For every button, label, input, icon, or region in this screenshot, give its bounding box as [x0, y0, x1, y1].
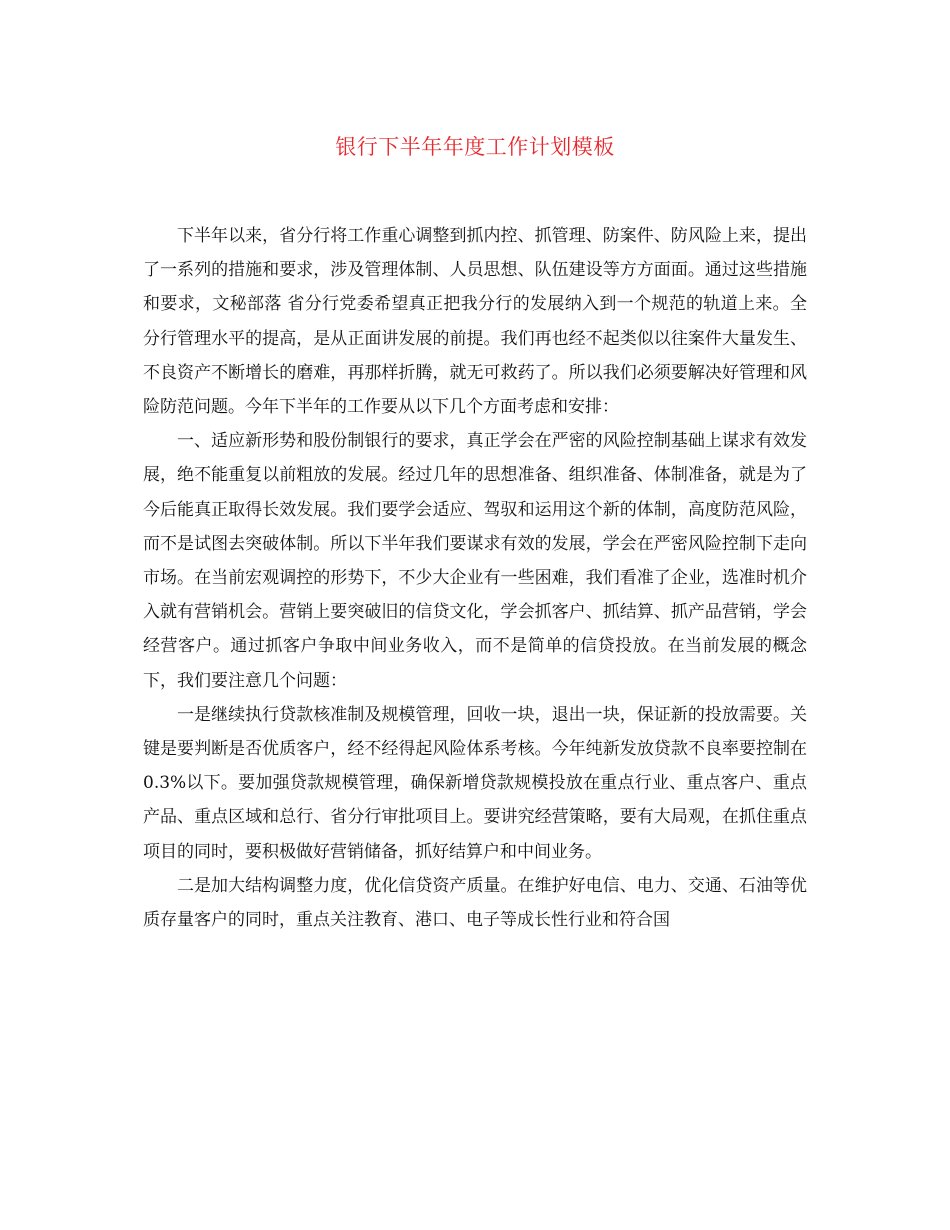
- paragraph-section-one: 一、适应新形势和股份制银行的要求，真正学会在严密的风险控制基础上谋求有效发展，绝不能重复以前粗放的发展。经过几年的思想准备、组织准备、体制准备，就是为了今后能真正取得长效发展。我们要学会适应、驾驭和运用这个新的体制，高度防范风险，而不是试图去突破体制。所以下半年我们要谋求有效的发展，学会在严密风险控制下走向市场。在当前宏观调控的形势下，不少大企业有一些困难，我们看准了企业，选准时机介入就有营销机会。营销上要突破旧的信贷文化，学会抓客户、抓结算、抓产品营销，学会经营客户。通过抓客户争取中间业务收入，而不是简单的信贷投放。在当前发展的概念下，我们要注意几个问题：: [143, 431, 807, 691]
- paragraph-point-two: 二是加大结构调整力度，优化信贷资产质量。在维护好电信、电力、交通、石油等优质存量客户的同时，重点关注教育、港口、电子等成长性行业和符合国: [143, 875, 807, 931]
- document-body: [143, 219, 807, 937]
- paragraph-point-one: 一是继续执行贷款核准制及规模管理，回收一块，退出一块，保证新的投放需要。关键是要判断是否优质客户，经不经得起风险体系考核。今年纯新发放贷款不良率要控制在0.3%以下。要加强贷款规模管理，确保新增贷款规模投放在重点行业、重点客户、重点产品、重点区域和总行、省分行审批项目上。要讲究经营策略，要有大局观，在抓住重点项目的同时，要积极做好营销储备，抓好结算户和中间业务。: [143, 704, 807, 862]
- document-title: 银行下半年年度工作计划模板: [335, 135, 615, 159]
- paragraph-intro: 下半年以来，省分行将工作重心调整到抓内控、抓管理、防案件、防风险上来，提出了一系列的措施和要求，涉及管理体制、人员思想、队伍建设等方方面面。通过这些措施和要求，文秘部落 省分行党委希望真正把我分行的发展纳入到一个规范的轨道上来。全分行管理水平的提高，是从正面讲发展的前提。我们再也经不起类似以往案件大量发生、不良资产不断增长的磨难，再那样折腾，就无可救药了。所以我们必须要解决好管理和风险防范问题。今年下半年的工作要从以下几个方面考虑和安排：: [143, 226, 807, 418]
